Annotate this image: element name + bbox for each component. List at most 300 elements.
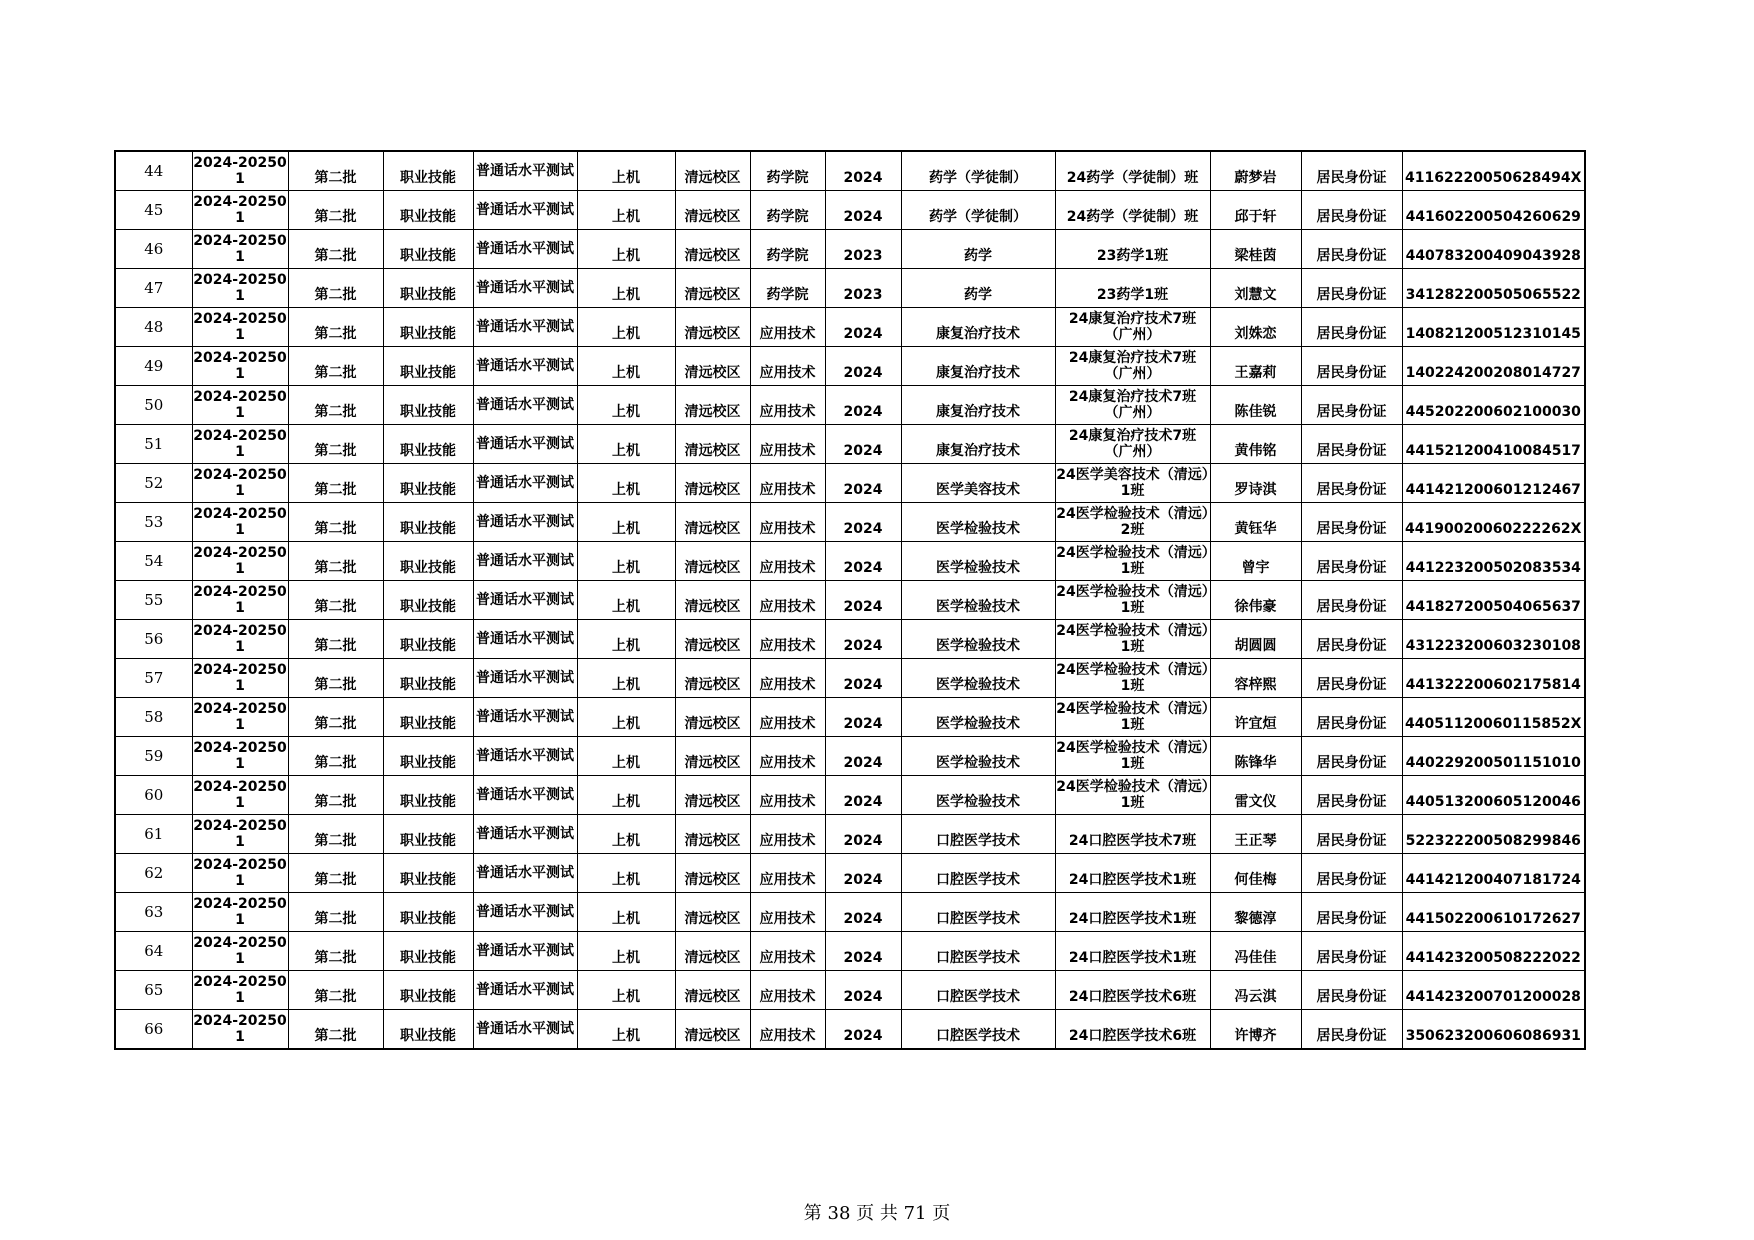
grade-cell-text: 2024: [843, 599, 883, 615]
exam-cell: [473, 893, 577, 932]
id-type-cell: [1301, 698, 1402, 737]
campus-cell: [675, 191, 750, 230]
category-cell: [383, 1010, 473, 1050]
id-type-cell-text: 居民身份证: [1316, 521, 1387, 537]
exam-cell: [473, 737, 577, 776]
id-number-cell-text: 44190020060222262X: [1405, 521, 1582, 537]
row-number-cell-text: 61: [144, 825, 164, 843]
batch-cell: [288, 191, 383, 230]
major-cell: [901, 581, 1055, 620]
class-cell: [1055, 425, 1210, 464]
college-cell-text: 应用技术: [759, 677, 816, 693]
table-row: [115, 815, 1585, 854]
term-cell-text: 2024-202501: [193, 974, 287, 1006]
id-number-cell-text: 431223200603230108: [1405, 638, 1581, 654]
grade-cell: [825, 503, 901, 542]
class-cell-text: 23药学1班: [1096, 248, 1169, 264]
term-cell: [192, 698, 288, 737]
table-row: [115, 386, 1585, 425]
table-row: [115, 425, 1585, 464]
id-number-cell-text: 441423200508222022: [1405, 950, 1581, 966]
id-number-cell: [1402, 1010, 1585, 1050]
exam-mode-cell: [577, 581, 675, 620]
id-type-cell-text: 居民身份证: [1316, 872, 1387, 888]
id-number-cell: [1402, 191, 1585, 230]
class-cell-text: 24医学检验技术（清远）1班: [1056, 701, 1209, 733]
student-name-cell-text: 容梓熙: [1234, 677, 1277, 693]
college-cell: [750, 932, 825, 971]
major-cell-text: 医学检验技术: [936, 521, 1020, 537]
major-cell: [901, 425, 1055, 464]
id-number-cell-text: 441322200602175814: [1405, 677, 1581, 693]
college-cell: [750, 503, 825, 542]
id-type-cell-text: 居民身份证: [1316, 950, 1387, 966]
student-name-cell: [1210, 932, 1301, 971]
exam-cell-text: 普通话水平测试: [476, 631, 574, 647]
campus-cell: [675, 659, 750, 698]
campus-cell-text: 清远校区: [684, 326, 741, 342]
campus-cell: [675, 464, 750, 503]
exam-mode-cell: [577, 191, 675, 230]
batch-cell-text: 第二批: [314, 287, 357, 303]
row-number-cell: [115, 151, 192, 191]
major-cell: [901, 230, 1055, 269]
grade-cell: [825, 971, 901, 1010]
major-cell-text: 康复治疗技术: [936, 365, 1020, 381]
table-row: [115, 971, 1585, 1010]
major-cell-text: 康复治疗技术: [936, 404, 1020, 420]
batch-cell: [288, 425, 383, 464]
campus-cell: [675, 776, 750, 815]
college-cell: [750, 542, 825, 581]
grade-cell-text: 2024: [843, 560, 883, 576]
category-cell: [383, 230, 473, 269]
id-type-cell: [1301, 347, 1402, 386]
row-number-cell-text: 66: [144, 1020, 164, 1038]
class-cell: [1055, 581, 1210, 620]
exam-mode-cell-text: 上机: [612, 950, 640, 966]
campus-cell-text: 清远校区: [684, 1028, 741, 1044]
id-type-cell: [1301, 386, 1402, 425]
major-cell: [901, 698, 1055, 737]
student-name-cell-text: 徐伟豪: [1234, 599, 1277, 615]
batch-cell: [288, 698, 383, 737]
id-number-cell: [1402, 620, 1585, 659]
grade-cell-text: 2024: [843, 638, 883, 654]
id-type-cell: [1301, 542, 1402, 581]
exam-cell: [473, 659, 577, 698]
id-type-cell-text: 居民身份证: [1316, 1028, 1387, 1044]
campus-cell: [675, 347, 750, 386]
college-cell: [750, 386, 825, 425]
grade-cell: [825, 425, 901, 464]
student-name-cell: [1210, 308, 1301, 347]
batch-cell: [288, 893, 383, 932]
exam-mode-cell: [577, 776, 675, 815]
exam-mode-cell-text: 上机: [612, 911, 640, 927]
id-type-cell: [1301, 464, 1402, 503]
college-cell: [750, 425, 825, 464]
category-cell: [383, 151, 473, 191]
student-name-cell: [1210, 347, 1301, 386]
exam-mode-cell: [577, 230, 675, 269]
table-row: [115, 269, 1585, 308]
id-number-cell: [1402, 464, 1585, 503]
row-number-cell: [115, 659, 192, 698]
exam-cell: [473, 269, 577, 308]
college-cell: [750, 893, 825, 932]
term-cell: [192, 269, 288, 308]
term-cell-text: 2024-202501: [193, 896, 287, 928]
exam-mode-cell-text: 上机: [612, 248, 640, 264]
term-cell: [192, 659, 288, 698]
class-cell-text: 24医学检验技术（清远）1班: [1056, 662, 1209, 694]
campus-cell-text: 清远校区: [684, 794, 741, 810]
student-name-cell: [1210, 386, 1301, 425]
category-cell-text: 职业技能: [400, 482, 456, 498]
grade-cell: [825, 737, 901, 776]
row-number-cell: [115, 464, 192, 503]
exam-mode-cell-text: 上机: [612, 326, 640, 342]
id-number-cell-text: 445202200602100030: [1405, 404, 1581, 420]
id-number-cell: [1402, 503, 1585, 542]
id-number-cell-text: 441521200410084517: [1405, 443, 1581, 459]
exam-mode-cell-text: 上机: [612, 716, 640, 732]
category-cell-text: 职业技能: [400, 443, 456, 459]
college-cell: [750, 347, 825, 386]
exam-mode-cell-text: 上机: [612, 1028, 640, 1044]
grade-cell-text: 2024: [843, 872, 883, 888]
id-number-cell-text: 441827200504065637: [1405, 599, 1581, 615]
table-row: [115, 737, 1585, 776]
major-cell-text: 医学检验技术: [936, 716, 1020, 732]
campus-cell: [675, 737, 750, 776]
table-body: [115, 151, 1585, 1049]
term-cell-text: 2024-202501: [193, 623, 287, 655]
exam-mode-cell: [577, 932, 675, 971]
class-cell-text: 24口腔医学技术6班: [1068, 1028, 1197, 1044]
class-cell: [1055, 1010, 1210, 1050]
student-name-cell: [1210, 737, 1301, 776]
exam-mode-cell-text: 上机: [612, 560, 640, 576]
row-number-cell-text: 60: [144, 786, 164, 804]
exam-cell: [473, 698, 577, 737]
id-type-cell-text: 居民身份证: [1316, 794, 1387, 810]
major-cell-text: 口腔医学技术: [936, 872, 1020, 888]
student-name-cell-text: 罗诗淇: [1234, 482, 1277, 498]
student-name-cell-text: 冯佳佳: [1234, 950, 1277, 966]
batch-cell: [288, 815, 383, 854]
id-type-cell: [1301, 932, 1402, 971]
college-cell-text: 应用技术: [759, 443, 816, 459]
row-number-cell: [115, 191, 192, 230]
class-cell-text: 24医学检验技术（清远）1班: [1056, 584, 1209, 616]
term-cell: [192, 151, 288, 191]
college-cell: [750, 815, 825, 854]
exam-mode-cell-text: 上机: [612, 365, 640, 381]
major-cell-text: 医学检验技术: [936, 794, 1020, 810]
exam-cell-text: 普通话水平测试: [476, 358, 574, 374]
class-cell: [1055, 737, 1210, 776]
category-cell-text: 职业技能: [400, 989, 456, 1005]
id-number-cell: [1402, 230, 1585, 269]
batch-cell-text: 第二批: [314, 326, 357, 342]
college-cell-text: 药学院: [766, 170, 809, 186]
college-cell-text: 应用技术: [759, 833, 816, 849]
id-number-cell: [1402, 893, 1585, 932]
college-cell-text: 应用技术: [759, 365, 816, 381]
grade-cell-text: 2024: [843, 755, 883, 771]
grade-cell: [825, 776, 901, 815]
row-number-cell-text: 46: [144, 240, 164, 258]
category-cell-text: 职业技能: [400, 833, 456, 849]
class-cell-text: 24口腔医学技术6班: [1068, 989, 1197, 1005]
id-number-cell-text: 350623200606086931: [1405, 1028, 1581, 1044]
id-number-cell-text: 440783200409043928: [1405, 248, 1581, 264]
id-type-cell-text: 居民身份证: [1316, 404, 1387, 420]
exam-cell: [473, 620, 577, 659]
term-cell-text: 2024-202501: [193, 506, 287, 538]
id-type-cell-text: 居民身份证: [1316, 248, 1387, 264]
category-cell: [383, 971, 473, 1010]
college-cell: [750, 971, 825, 1010]
major-cell-text: 康复治疗技术: [936, 326, 1020, 342]
table-row: [115, 347, 1585, 386]
batch-cell-text: 第二批: [314, 1028, 357, 1044]
grade-cell: [825, 620, 901, 659]
college-cell: [750, 620, 825, 659]
id-type-cell: [1301, 191, 1402, 230]
class-cell-text: 24口腔医学技术7班: [1068, 833, 1197, 849]
term-cell-text: 2024-202501: [193, 701, 287, 733]
grade-cell-text: 2024: [843, 716, 883, 732]
exam-cell-text: 普通话水平测试: [476, 163, 574, 179]
college-cell-text: 药学院: [766, 248, 809, 264]
class-cell-text: 24康复治疗技术7班（广州）: [1068, 311, 1197, 343]
id-number-cell: [1402, 698, 1585, 737]
batch-cell-text: 第二批: [314, 599, 357, 615]
student-name-cell: [1210, 659, 1301, 698]
table-row: [115, 698, 1585, 737]
row-number-cell-text: 44: [144, 162, 164, 180]
id-number-cell-text: 44051120060115852X: [1405, 716, 1582, 732]
college-cell-text: 应用技术: [759, 599, 816, 615]
class-cell: [1055, 893, 1210, 932]
table-row: [115, 191, 1585, 230]
id-type-cell-text: 居民身份证: [1316, 677, 1387, 693]
student-name-cell: [1210, 776, 1301, 815]
id-type-cell-text: 居民身份证: [1316, 638, 1387, 654]
id-number-cell-text: 440513200605120046: [1405, 794, 1581, 810]
batch-cell-text: 第二批: [314, 365, 357, 381]
grade-cell: [825, 854, 901, 893]
exam-cell: [473, 308, 577, 347]
major-cell: [901, 854, 1055, 893]
student-name-cell: [1210, 230, 1301, 269]
id-number-cell: [1402, 659, 1585, 698]
college-cell: [750, 698, 825, 737]
college-cell-text: 应用技术: [759, 911, 816, 927]
term-cell-text: 2024-202501: [193, 389, 287, 421]
exam-mode-cell-text: 上机: [612, 404, 640, 420]
college-cell: [750, 269, 825, 308]
exam-cell: [473, 503, 577, 542]
class-cell-text: 24口腔医学技术1班: [1068, 911, 1197, 927]
major-cell-text: 医学检验技术: [936, 677, 1020, 693]
college-cell-text: 应用技术: [759, 872, 816, 888]
college-cell: [750, 191, 825, 230]
exam-cell-text: 普通话水平测试: [476, 904, 574, 920]
college-cell: [750, 659, 825, 698]
student-name-cell: [1210, 893, 1301, 932]
grade-cell: [825, 1010, 901, 1050]
campus-cell: [675, 151, 750, 191]
row-number-cell: [115, 815, 192, 854]
college-cell: [750, 854, 825, 893]
exam-cell-text: 普通话水平测试: [476, 319, 574, 335]
batch-cell: [288, 230, 383, 269]
exam-cell-text: 普通话水平测试: [476, 709, 574, 725]
class-cell-text: 24康复治疗技术7班（广州）: [1068, 389, 1197, 421]
exam-mode-cell: [577, 269, 675, 308]
row-number-cell: [115, 425, 192, 464]
exam-mode-cell: [577, 971, 675, 1010]
row-number-cell-text: 51: [144, 435, 164, 453]
exam-cell: [473, 854, 577, 893]
grade-cell: [825, 230, 901, 269]
category-cell: [383, 659, 473, 698]
college-cell-text: 应用技术: [759, 755, 816, 771]
term-cell-text: 2024-202501: [193, 311, 287, 343]
campus-cell-text: 清远校区: [684, 599, 741, 615]
exam-mode-cell: [577, 503, 675, 542]
category-cell: [383, 464, 473, 503]
exam-mode-cell-text: 上机: [612, 872, 640, 888]
major-cell: [901, 1010, 1055, 1050]
college-cell: [750, 151, 825, 191]
category-cell: [383, 698, 473, 737]
exam-mode-cell: [577, 308, 675, 347]
term-cell-text: 2024-202501: [193, 545, 287, 577]
id-number-cell: [1402, 854, 1585, 893]
class-cell: [1055, 776, 1210, 815]
category-cell-text: 职业技能: [400, 326, 456, 342]
id-number-cell: [1402, 151, 1585, 191]
row-number-cell-text: 48: [144, 318, 164, 336]
exam-mode-cell: [577, 620, 675, 659]
table-row: [115, 308, 1585, 347]
id-number-cell: [1402, 776, 1585, 815]
grade-cell-text: 2023: [843, 287, 883, 303]
major-cell: [901, 815, 1055, 854]
class-cell: [1055, 542, 1210, 581]
exam-cell: [473, 230, 577, 269]
grade-cell: [825, 893, 901, 932]
campus-cell-text: 清远校区: [684, 950, 741, 966]
student-name-cell: [1210, 971, 1301, 1010]
campus-cell-text: 清远校区: [684, 638, 741, 654]
table-row: [115, 230, 1585, 269]
row-number-cell: [115, 230, 192, 269]
exam-mode-cell-text: 上机: [612, 170, 640, 186]
exam-mode-cell: [577, 893, 675, 932]
student-name-cell-text: 雷文仪: [1234, 794, 1277, 810]
exam-cell-text: 普通话水平测试: [476, 943, 574, 959]
batch-cell: [288, 659, 383, 698]
batch-cell: [288, 308, 383, 347]
table-row: [115, 932, 1585, 971]
student-name-cell-text: 蔚梦岩: [1234, 170, 1277, 186]
grade-cell: [825, 464, 901, 503]
id-type-cell-text: 居民身份证: [1316, 482, 1387, 498]
id-number-cell-text: 140821200512310145: [1405, 326, 1581, 342]
row-number-cell: [115, 932, 192, 971]
exam-mode-cell: [577, 386, 675, 425]
student-name-cell-text: 刘姝恋: [1234, 326, 1277, 342]
id-type-cell: [1301, 815, 1402, 854]
term-cell-text: 2024-202501: [193, 779, 287, 811]
student-name-cell-text: 黄钰华: [1234, 521, 1277, 537]
batch-cell-text: 第二批: [314, 950, 357, 966]
batch-cell-text: 第二批: [314, 872, 357, 888]
student-name-cell: [1210, 464, 1301, 503]
term-cell: [192, 503, 288, 542]
exam-mode-cell-text: 上机: [612, 287, 640, 303]
major-cell: [901, 464, 1055, 503]
exam-cell-text: 普通话水平测试: [476, 670, 574, 686]
row-number-cell: [115, 581, 192, 620]
term-cell: [192, 932, 288, 971]
row-number-cell-text: 53: [144, 513, 164, 531]
campus-cell-text: 清远校区: [684, 248, 741, 264]
class-cell-text: 24医学美容技术（清远）1班: [1056, 467, 1209, 499]
college-cell-text: 应用技术: [759, 521, 816, 537]
term-cell-text: 2024-202501: [193, 350, 287, 382]
row-number-cell: [115, 776, 192, 815]
campus-cell-text: 清远校区: [684, 911, 741, 927]
id-type-cell: [1301, 269, 1402, 308]
category-cell-text: 职业技能: [400, 560, 456, 576]
id-type-cell-text: 居民身份证: [1316, 326, 1387, 342]
grade-cell: [825, 815, 901, 854]
exam-mode-cell: [577, 659, 675, 698]
id-number-cell-text: 441502200610172627: [1405, 911, 1581, 927]
category-cell-text: 职业技能: [400, 365, 456, 381]
exam-mode-cell-text: 上机: [612, 443, 640, 459]
major-cell-text: 药学（学徒制）: [929, 209, 1027, 225]
batch-cell-text: 第二批: [314, 248, 357, 264]
grade-cell-text: 2024: [843, 404, 883, 420]
class-cell: [1055, 151, 1210, 191]
major-cell-text: 医学检验技术: [936, 599, 1020, 615]
category-cell-text: 职业技能: [400, 287, 456, 303]
id-number-cell: [1402, 269, 1585, 308]
exam-cell: [473, 542, 577, 581]
major-cell-text: 口腔医学技术: [936, 989, 1020, 1005]
student-name-cell-text: 陈佳锐: [1234, 404, 1277, 420]
class-cell: [1055, 854, 1210, 893]
row-number-cell-text: 49: [144, 357, 164, 375]
category-cell: [383, 386, 473, 425]
student-name-cell-text: 曾宇: [1241, 560, 1270, 576]
term-cell-text: 2024-202501: [193, 467, 287, 499]
exam-cell: [473, 971, 577, 1010]
exam-mode-cell: [577, 151, 675, 191]
student-name-cell-text: 王嘉莉: [1234, 365, 1277, 381]
major-cell: [901, 776, 1055, 815]
term-cell-text: 2024-202501: [193, 935, 287, 967]
batch-cell: [288, 386, 383, 425]
